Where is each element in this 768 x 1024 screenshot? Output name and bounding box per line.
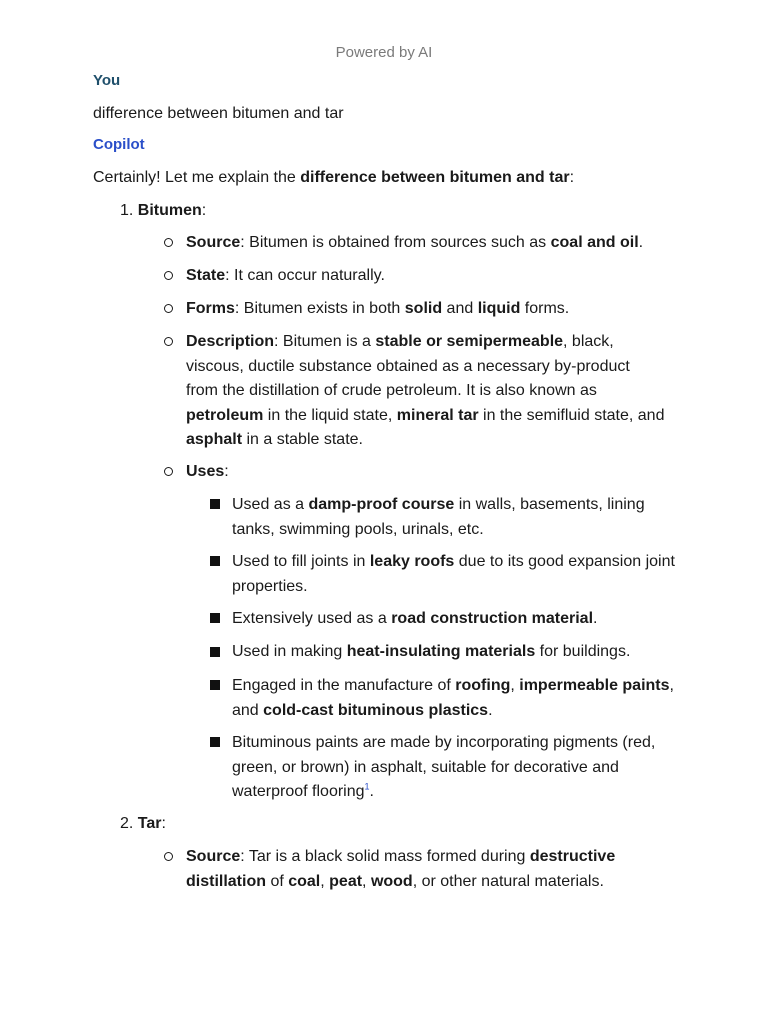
item-bold: cold-cast bituminous plastics xyxy=(263,701,489,719)
item-text: : Bitumen exists in both xyxy=(234,300,405,317)
item-text: : Bitumen is a xyxy=(274,333,376,350)
item-text: of xyxy=(266,872,289,890)
item-bold: coal and oil xyxy=(550,234,639,251)
section-heading-bitumen xyxy=(120,199,206,223)
item-bold: mineral tar xyxy=(396,406,479,424)
item-bold: coal xyxy=(288,872,321,890)
item-text: . xyxy=(369,783,374,800)
item-text: : Tar is a black solid mass formed during xyxy=(240,848,530,865)
item-bold: damp-proof course xyxy=(308,496,455,513)
use-item xyxy=(232,493,680,542)
item-bold: heat-insulating materials xyxy=(346,643,536,660)
item-text: forms. xyxy=(520,300,570,317)
circle-bullet-icon xyxy=(164,467,173,476)
circle-bullet-icon xyxy=(164,304,173,313)
item-bold: destructive distillation xyxy=(186,848,616,890)
item-label: Description xyxy=(186,333,275,350)
item-text: , black, viscous, ductile substance obtained as a necessary by-product from the distillation of crude petroleum. It is also known as xyxy=(186,333,630,399)
item-label: State xyxy=(186,267,226,284)
circle-bullet-icon xyxy=(164,852,173,861)
intro-colon: : xyxy=(569,169,575,186)
circle-bullet-icon xyxy=(164,337,173,346)
assistant-intro xyxy=(93,166,574,190)
assistant-speaker-label: Copilot xyxy=(93,136,145,153)
item-text: : It can occur naturally. xyxy=(225,267,385,284)
user-message: difference between bitumen and tar xyxy=(93,105,344,122)
item-text: , xyxy=(320,872,330,890)
square-bullet-icon xyxy=(210,647,220,657)
item-bold: road construction material xyxy=(391,610,594,627)
item-text: : xyxy=(224,463,229,480)
section-heading-tar xyxy=(120,812,166,836)
item-text: , or other natural materials. xyxy=(412,872,604,890)
item-text: in a stable state. xyxy=(242,431,363,448)
section-title: Tar xyxy=(137,815,162,832)
item-bold: solid xyxy=(404,300,443,317)
list-item-forms xyxy=(186,297,666,322)
circle-bullet-icon xyxy=(164,238,173,247)
circle-bullet-icon xyxy=(164,271,173,280)
item-bold: petroleum xyxy=(186,406,264,424)
section-colon: : xyxy=(161,815,166,832)
item-bold: leaky roofs xyxy=(369,553,455,570)
use-item xyxy=(232,640,680,665)
item-bold: liquid xyxy=(477,300,521,317)
item-text: . xyxy=(593,610,598,627)
item-text: due to its good expansion joint properties. xyxy=(232,553,675,595)
item-text: , xyxy=(362,872,371,890)
list-item-uses xyxy=(186,460,666,485)
item-text: in the semifluid state, and xyxy=(478,406,665,424)
item-text: for buildings. xyxy=(535,643,631,660)
use-item xyxy=(232,674,680,723)
item-text: Engaged in the manufacture of xyxy=(232,677,456,694)
item-label: Source xyxy=(186,848,241,865)
item-text: Used as a xyxy=(232,496,309,513)
square-bullet-icon xyxy=(210,737,220,747)
item-text: , xyxy=(510,677,520,694)
item-label: Forms xyxy=(186,300,235,317)
item-bold: impermeable paints xyxy=(519,677,670,694)
section-number: 1. xyxy=(120,202,134,219)
list-item-tar-source xyxy=(186,845,666,894)
square-bullet-icon xyxy=(210,680,220,690)
item-label: Source xyxy=(186,234,241,251)
item-bold: wood xyxy=(370,872,413,890)
item-text: in the liquid state, xyxy=(263,406,397,424)
square-bullet-icon xyxy=(210,499,220,509)
use-item xyxy=(232,550,680,599)
item-bold: stable or semipermeable xyxy=(375,333,564,350)
item-bold: roofing xyxy=(455,677,511,694)
item-text: in walls, basements, lining tanks, swimming pools, urinals, etc. xyxy=(232,496,645,538)
list-item-description xyxy=(186,330,666,453)
square-bullet-icon xyxy=(210,613,220,623)
item-text: Used to fill joints in xyxy=(232,553,370,570)
use-item xyxy=(232,731,680,805)
item-text: . xyxy=(638,234,644,251)
item-text: Extensively used as a xyxy=(232,610,392,627)
item-text: Used in making xyxy=(232,643,347,660)
item-text: and xyxy=(442,300,478,317)
section-title: Bitumen xyxy=(137,202,202,219)
item-text: , and xyxy=(232,677,674,719)
item-bold: peat xyxy=(329,872,363,890)
square-bullet-icon xyxy=(210,556,220,566)
intro-text: Certainly! Let me explain the xyxy=(93,169,301,186)
item-text: . xyxy=(488,701,493,719)
section-number: 2. xyxy=(120,815,134,832)
user-speaker-label: You xyxy=(93,72,121,89)
use-item xyxy=(232,607,680,632)
intro-bold: difference between bitumen and tar xyxy=(300,169,570,186)
item-text: : Bitumen is obtained from sources such as xyxy=(240,234,551,251)
powered-by-label: Powered by AI xyxy=(335,44,433,61)
list-item-state xyxy=(186,264,666,289)
item-text: Bituminous paints are made by incorporating pigments (red, green, or brown) in asphalt, suitable for decorative and waterproof flooring xyxy=(232,734,656,800)
item-label: Uses xyxy=(186,463,225,480)
list-item-source xyxy=(186,231,666,256)
citation-link[interactable]: 1 xyxy=(364,781,370,792)
item-bold: asphalt xyxy=(186,431,243,448)
section-colon: : xyxy=(201,202,207,219)
